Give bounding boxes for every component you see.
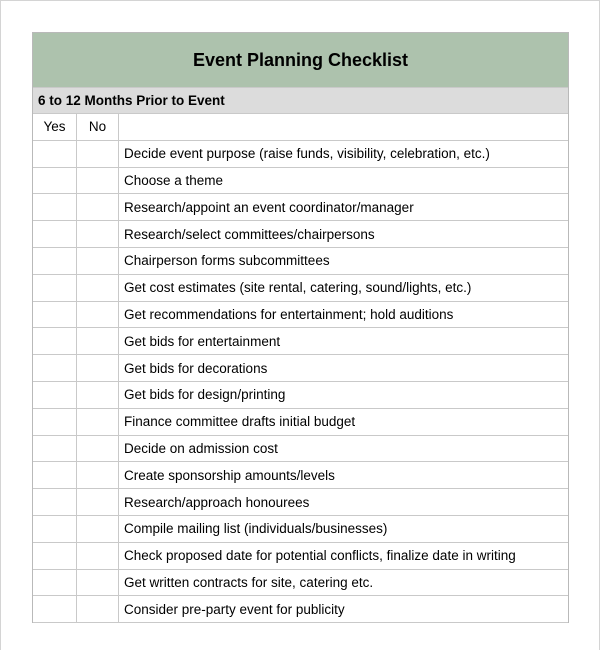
no-checkbox-cell[interactable] xyxy=(77,543,119,569)
task-label: Create sponsorship amounts/levels xyxy=(124,467,335,483)
task-label: Get cost estimates (site rental, catering, sound/lights, etc.) xyxy=(124,280,472,296)
yes-checkbox-cell[interactable] xyxy=(33,596,77,622)
checklist-row xyxy=(33,355,568,382)
task-label: Compile mailing list (individuals/businesses) xyxy=(124,521,388,537)
yes-checkbox-cell[interactable] xyxy=(33,221,77,247)
yes-checkbox-cell[interactable] xyxy=(33,382,77,408)
checklist-row xyxy=(33,141,568,168)
no-checkbox-cell[interactable] xyxy=(77,328,119,354)
task-label: Consider pre-party event for publicity xyxy=(124,601,345,617)
task-label: Finance committee drafts initial budget xyxy=(124,414,356,430)
no-checkbox-cell[interactable] xyxy=(77,302,119,328)
yes-checkbox-cell[interactable] xyxy=(33,409,77,435)
task-label: Research/select committees/chairpersons xyxy=(124,226,375,242)
no-checkbox-cell[interactable] xyxy=(77,516,119,542)
task-label: Research/appoint an event coordinator/manager xyxy=(124,199,414,215)
checklist-row xyxy=(33,248,568,275)
checklist-sheet xyxy=(32,32,569,623)
yes-checkbox-cell[interactable] xyxy=(33,275,77,301)
no-column-header: No xyxy=(77,114,119,140)
yes-checkbox-cell[interactable] xyxy=(33,355,77,381)
no-checkbox-cell[interactable] xyxy=(77,489,119,515)
checklist-row xyxy=(33,596,568,623)
yes-checkbox-cell[interactable] xyxy=(33,302,77,328)
task-column-header xyxy=(119,114,568,140)
yes-checkbox-cell[interactable] xyxy=(33,248,77,274)
yes-column-header: Yes xyxy=(33,114,77,140)
section-heading: 6 to 12 Months Prior to Event xyxy=(33,87,568,114)
no-checkbox-cell[interactable] xyxy=(77,596,119,622)
checklist-row xyxy=(33,516,568,543)
yes-checkbox-cell[interactable] xyxy=(33,168,77,194)
yes-checkbox-cell[interactable] xyxy=(33,328,77,354)
checklist-row xyxy=(33,194,568,221)
no-checkbox-cell[interactable] xyxy=(77,570,119,596)
no-checkbox-cell[interactable] xyxy=(77,436,119,462)
no-checkbox-cell[interactable] xyxy=(77,221,119,247)
checklist-row xyxy=(33,570,568,597)
checklist-title: Event Planning Checklist xyxy=(33,32,568,87)
yes-checkbox-cell[interactable] xyxy=(33,489,77,515)
yes-checkbox-cell[interactable] xyxy=(33,436,77,462)
yes-checkbox-cell[interactable] xyxy=(33,194,77,220)
checklist-row xyxy=(33,462,568,489)
task-label: Get bids for decorations xyxy=(124,360,268,376)
no-checkbox-cell[interactable] xyxy=(77,194,119,220)
checklist-row xyxy=(33,328,568,355)
task-label: Choose a theme xyxy=(124,172,224,188)
no-checkbox-cell[interactable] xyxy=(77,248,119,274)
checklist-row xyxy=(33,489,568,516)
task-label: Decide event purpose (raise funds, visibility, celebration, etc.) xyxy=(124,146,490,162)
no-checkbox-cell[interactable] xyxy=(77,168,119,194)
task-label: Get bids for entertainment xyxy=(124,333,281,349)
yes-checkbox-cell[interactable] xyxy=(33,570,77,596)
no-checkbox-cell[interactable] xyxy=(77,275,119,301)
checklist-row xyxy=(33,543,568,570)
no-checkbox-cell[interactable] xyxy=(77,355,119,381)
task-label: Get written contracts for site, catering etc. xyxy=(124,574,374,590)
checklist-row xyxy=(33,168,568,195)
yes-checkbox-cell[interactable] xyxy=(33,141,77,167)
task-label: Get bids for design/printing xyxy=(124,387,286,403)
header-row xyxy=(33,114,568,141)
checklist-row xyxy=(33,436,568,463)
task-label: Decide on admission cost xyxy=(124,440,278,456)
task-label: Check proposed date for potential conflicts, finalize date in writing xyxy=(124,548,516,564)
yes-checkbox-cell[interactable] xyxy=(33,462,77,488)
checklist-row xyxy=(33,275,568,302)
task-label: Research/approach honourees xyxy=(124,494,310,510)
checklist-row xyxy=(33,221,568,248)
yes-checkbox-cell[interactable] xyxy=(33,543,77,569)
task-label: Get recommendations for entertainment; hold auditions xyxy=(124,306,454,322)
no-checkbox-cell[interactable] xyxy=(77,382,119,408)
checklist-row xyxy=(33,409,568,436)
checklist-row xyxy=(33,382,568,409)
checklist-row xyxy=(33,302,568,329)
no-checkbox-cell[interactable] xyxy=(77,409,119,435)
no-checkbox-cell[interactable] xyxy=(77,141,119,167)
yes-checkbox-cell[interactable] xyxy=(33,516,77,542)
task-label: Chairperson forms subcommittees xyxy=(124,253,330,269)
no-checkbox-cell[interactable] xyxy=(77,462,119,488)
